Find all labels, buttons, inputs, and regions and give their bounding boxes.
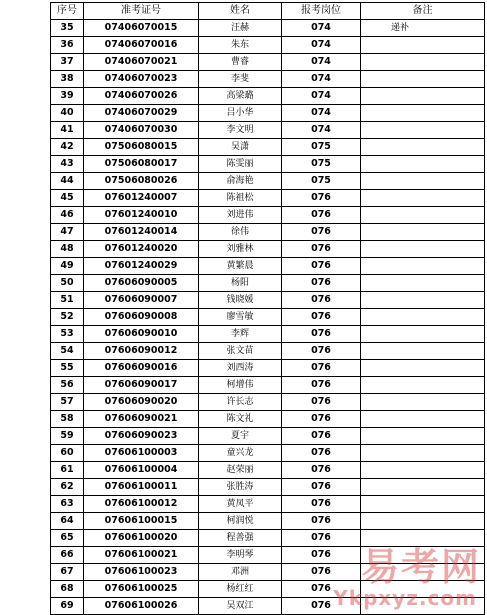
- cell-exam-no: 07606100021: [84, 547, 199, 564]
- cell-post: 076: [282, 445, 361, 462]
- header-exam-no: 准考证号: [84, 3, 199, 20]
- cell-note: [361, 241, 485, 258]
- cell-name: 陈文礼: [199, 411, 282, 428]
- cell-exam-no: 07606090017: [84, 377, 199, 394]
- cell-post: 076: [282, 377, 361, 394]
- cell-name: 吴潇: [199, 139, 282, 156]
- cell-exam-no: 07606090012: [84, 343, 199, 360]
- table-row: [51, 564, 485, 581]
- cell-exam-no: 07506080015: [84, 139, 199, 156]
- cell-note: [361, 598, 485, 615]
- cell-name: 黄繁晨: [199, 258, 282, 275]
- cell-exam-no: 07606090005: [84, 275, 199, 292]
- cell-exam-no: 07406070016: [84, 37, 199, 54]
- table-row: [51, 547, 485, 564]
- cell-exam-no: 07406070023: [84, 71, 199, 88]
- table-row: [51, 428, 485, 445]
- cell-name: 汪赫: [199, 20, 282, 37]
- cell-name: 邓洲: [199, 564, 282, 581]
- cell-seq: 56: [51, 377, 84, 394]
- table-row: [51, 207, 485, 224]
- table-row: [51, 139, 485, 156]
- cell-name: 李文明: [199, 122, 282, 139]
- cell-seq: 39: [51, 88, 84, 105]
- cell-exam-no: 07601240020: [84, 241, 199, 258]
- cell-post: 076: [282, 598, 361, 615]
- cell-name: 高梁璐: [199, 88, 282, 105]
- cell-seq: 67: [51, 564, 84, 581]
- cell-exam-no: 07406070030: [84, 122, 199, 139]
- cell-name: 刘西涛: [199, 360, 282, 377]
- cell-name: 杨阳: [199, 275, 282, 292]
- cell-post: 074: [282, 20, 361, 37]
- cell-note: [361, 71, 485, 88]
- cell-exam-no: 07606090007: [84, 292, 199, 309]
- cell-seq: 48: [51, 241, 84, 258]
- cell-name: 刘雅林: [199, 241, 282, 258]
- cell-seq: 52: [51, 309, 84, 326]
- cell-exam-no: 07506080017: [84, 156, 199, 173]
- table-row: [51, 462, 485, 479]
- table-row: [51, 377, 485, 394]
- table-row: [51, 224, 485, 241]
- cell-exam-no: 07406070026: [84, 88, 199, 105]
- cell-exam-no: 07606090010: [84, 326, 199, 343]
- cell-post: 076: [282, 513, 361, 530]
- table-row: [51, 309, 485, 326]
- cell-post: 076: [282, 462, 361, 479]
- cell-post: 075: [282, 156, 361, 173]
- table-row: [51, 190, 485, 207]
- cell-note: [361, 547, 485, 564]
- table-body: [51, 20, 485, 615]
- cell-seq: 66: [51, 547, 84, 564]
- watermark-url-text: Ykpxyz.com: [333, 586, 477, 610]
- cell-exam-no: 07606100026: [84, 598, 199, 615]
- cell-note: [361, 173, 485, 190]
- cell-post: 076: [282, 224, 361, 241]
- cell-note: [361, 156, 485, 173]
- cell-exam-no: 07601240029: [84, 258, 199, 275]
- cell-seq: 42: [51, 139, 84, 156]
- cell-seq: 68: [51, 581, 84, 598]
- cell-name: 柯增伟: [199, 377, 282, 394]
- cell-name: 张文苗: [199, 343, 282, 360]
- cell-name: 许长志: [199, 394, 282, 411]
- cell-post: 076: [282, 547, 361, 564]
- cell-exam-no: 07606100012: [84, 496, 199, 513]
- cell-post: 076: [282, 581, 361, 598]
- cell-name: 刘进伟: [199, 207, 282, 224]
- cell-name: 黄凤平: [199, 496, 282, 513]
- cell-exam-no: 07406070029: [84, 105, 199, 122]
- cell-seq: 54: [51, 343, 84, 360]
- cell-name: 张胜涛: [199, 479, 282, 496]
- table-row: [51, 445, 485, 462]
- cell-note: [361, 530, 485, 547]
- table-row: [51, 258, 485, 275]
- cell-note: [361, 394, 485, 411]
- cell-seq: 45: [51, 190, 84, 207]
- cell-name: 陈祖松: [199, 190, 282, 207]
- cell-post: 076: [282, 258, 361, 275]
- cell-seq: 35: [51, 20, 84, 37]
- cell-note: [361, 377, 485, 394]
- cell-name: 夏宇: [199, 428, 282, 445]
- cell-name: 廖雪敏: [199, 309, 282, 326]
- table-row: [51, 105, 485, 122]
- cell-exam-no: 07606090023: [84, 428, 199, 445]
- cell-seq: 64: [51, 513, 84, 530]
- cell-name: 陈雯丽: [199, 156, 282, 173]
- table-row: [51, 479, 485, 496]
- cell-note: [361, 479, 485, 496]
- cell-note: [361, 428, 485, 445]
- cell-seq: 53: [51, 326, 84, 343]
- cell-exam-no: 07606090020: [84, 394, 199, 411]
- cell-exam-no: 07606090016: [84, 360, 199, 377]
- cell-seq: 59: [51, 428, 84, 445]
- cell-seq: 57: [51, 394, 84, 411]
- cell-seq: 69: [51, 598, 84, 615]
- table-row: [51, 581, 485, 598]
- cell-note: [361, 122, 485, 139]
- cell-post: 076: [282, 530, 361, 547]
- table-row: [51, 88, 485, 105]
- cell-seq: 62: [51, 479, 84, 496]
- cell-post: 076: [282, 190, 361, 207]
- cell-exam-no: 07406070021: [84, 54, 199, 71]
- table-row: [51, 343, 485, 360]
- cell-seq: 47: [51, 224, 84, 241]
- cell-seq: 37: [51, 54, 84, 71]
- table-row: [51, 360, 485, 377]
- table-row: [51, 241, 485, 258]
- table-row: [51, 71, 485, 88]
- header-post: 报考岗位: [282, 3, 361, 20]
- cell-name: 吕小华: [199, 105, 282, 122]
- table-row: [51, 598, 485, 615]
- cell-note: [361, 462, 485, 479]
- cell-post: 076: [282, 207, 361, 224]
- cell-note: [361, 105, 485, 122]
- cell-post: 076: [282, 394, 361, 411]
- cell-exam-no: 07606100003: [84, 445, 199, 462]
- cell-post: 076: [282, 309, 361, 326]
- cell-note: [361, 581, 485, 598]
- cell-seq: 36: [51, 37, 84, 54]
- cell-seq: 65: [51, 530, 84, 547]
- cell-name: 俞海艳: [199, 173, 282, 190]
- cell-seq: 41: [51, 122, 84, 139]
- cell-note: [361, 190, 485, 207]
- cell-note: [361, 411, 485, 428]
- cell-post: 075: [282, 139, 361, 156]
- cell-name: 李辉: [199, 326, 282, 343]
- cell-post: 074: [282, 54, 361, 71]
- cell-name: 赵荣丽: [199, 462, 282, 479]
- cell-note: [361, 275, 485, 292]
- cell-exam-no: 07606100011: [84, 479, 199, 496]
- cell-post: 076: [282, 343, 361, 360]
- cell-note: [361, 54, 485, 71]
- cell-post: 076: [282, 292, 361, 309]
- cell-name: 曹睿: [199, 54, 282, 71]
- cell-name: 朱东: [199, 37, 282, 54]
- cell-seq: 50: [51, 275, 84, 292]
- cell-post: 075: [282, 173, 361, 190]
- cell-exam-no: 07601240007: [84, 190, 199, 207]
- cell-note: [361, 207, 485, 224]
- cell-exam-no: 07601240014: [84, 224, 199, 241]
- cell-exam-no: 07606100004: [84, 462, 199, 479]
- cell-seq: 49: [51, 258, 84, 275]
- table-row: [51, 37, 485, 54]
- cell-post: 074: [282, 37, 361, 54]
- table-header-row: [51, 3, 485, 20]
- cell-note: [361, 360, 485, 377]
- table-row: [51, 326, 485, 343]
- cell-seq: 61: [51, 462, 84, 479]
- cell-post: 074: [282, 88, 361, 105]
- cell-seq: 55: [51, 360, 84, 377]
- cell-exam-no: 07606090021: [84, 411, 199, 428]
- cell-seq: 58: [51, 411, 84, 428]
- table-row: [51, 122, 485, 139]
- table-row: [51, 496, 485, 513]
- cell-exam-no: 07606100020: [84, 530, 199, 547]
- cell-post: 076: [282, 241, 361, 258]
- table-row: [51, 54, 485, 71]
- cell-note: [361, 292, 485, 309]
- cell-seq: 46: [51, 207, 84, 224]
- header-name: 姓名: [199, 3, 282, 20]
- table-row: [51, 394, 485, 411]
- cell-seq: 44: [51, 173, 84, 190]
- table-row: [51, 275, 485, 292]
- cell-note: [361, 258, 485, 275]
- cell-note: [361, 343, 485, 360]
- cell-post: 074: [282, 122, 361, 139]
- cell-seq: 60: [51, 445, 84, 462]
- cell-note: [361, 445, 485, 462]
- candidate-table: [50, 2, 485, 615]
- cell-seq: 40: [51, 105, 84, 122]
- cell-name: 吴双江: [199, 598, 282, 615]
- cell-post: 076: [282, 326, 361, 343]
- cell-note: [361, 326, 485, 343]
- cell-post: 076: [282, 360, 361, 377]
- cell-exam-no: 07606100015: [84, 513, 199, 530]
- cell-exam-no: 07606090008: [84, 309, 199, 326]
- cell-name: 杨红红: [199, 581, 282, 598]
- table-row: [51, 173, 485, 190]
- cell-note: [361, 564, 485, 581]
- watermark-logo-text: 易考网: [360, 545, 481, 589]
- cell-note: [361, 309, 485, 326]
- cell-name: 柯润悦: [199, 513, 282, 530]
- cell-seq: 63: [51, 496, 84, 513]
- cell-exam-no: 07601240010: [84, 207, 199, 224]
- cell-post: 076: [282, 275, 361, 292]
- cell-name: 李斐: [199, 71, 282, 88]
- cell-exam-no: 07606100023: [84, 564, 199, 581]
- table-row: [51, 411, 485, 428]
- cell-seq: 43: [51, 156, 84, 173]
- cell-exam-no: 07506080026: [84, 173, 199, 190]
- cell-post: 076: [282, 479, 361, 496]
- table-row: [51, 513, 485, 530]
- table-row: [51, 156, 485, 173]
- table-row: [51, 20, 485, 37]
- cell-seq: 38: [51, 71, 84, 88]
- table-row: [51, 530, 485, 547]
- header-seq: 序号: [51, 3, 84, 20]
- cell-name: 李明琴: [199, 547, 282, 564]
- table-row: [51, 292, 485, 309]
- cell-seq: 51: [51, 292, 84, 309]
- cell-name: 徐伟: [199, 224, 282, 241]
- cell-post: 074: [282, 71, 361, 88]
- cell-note: [361, 139, 485, 156]
- cell-name: 童兴龙: [199, 445, 282, 462]
- header-note: 备注: [361, 3, 485, 20]
- cell-post: 076: [282, 428, 361, 445]
- cell-note: [361, 224, 485, 241]
- cell-name: 钱晓媛: [199, 292, 282, 309]
- cell-note: [361, 88, 485, 105]
- cell-note: 递补: [361, 20, 485, 37]
- cell-post: 076: [282, 411, 361, 428]
- cell-post: 076: [282, 564, 361, 581]
- cell-exam-no: 07406070015: [84, 20, 199, 37]
- cell-note: [361, 513, 485, 530]
- cell-post: 076: [282, 496, 361, 513]
- cell-note: [361, 496, 485, 513]
- cell-name: 程善强: [199, 530, 282, 547]
- cell-note: [361, 37, 485, 54]
- cell-post: 074: [282, 105, 361, 122]
- cell-exam-no: 07606100025: [84, 581, 199, 598]
